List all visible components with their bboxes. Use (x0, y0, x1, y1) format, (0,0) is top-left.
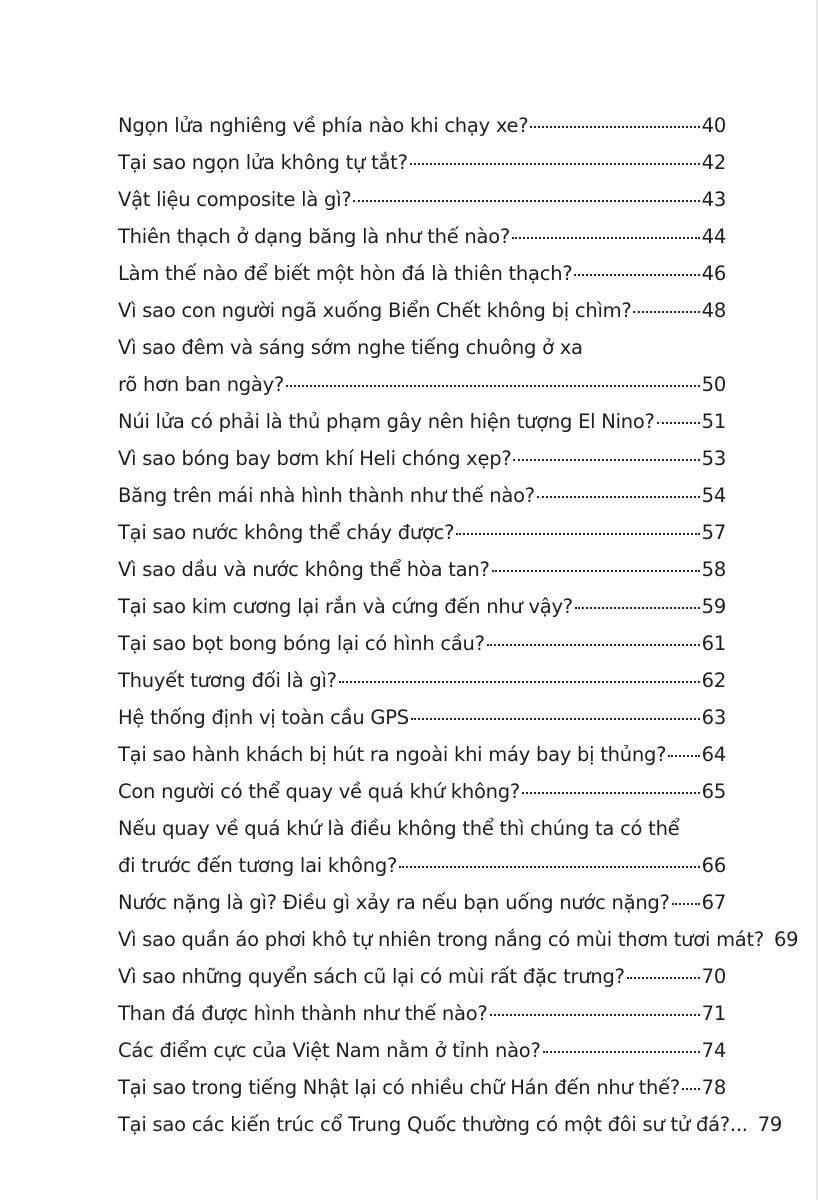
toc-page-number: 53 (701, 447, 726, 470)
dot-leader (537, 495, 700, 498)
toc-entry-title: Làm thế nào để biết một hòn đá là thiên thạch? (118, 262, 573, 285)
toc-page-number: 65 (701, 780, 726, 803)
toc-page-number: 71 (701, 1002, 726, 1025)
toc-entry (118, 958, 726, 995)
toc-entry-title: Tại sao ngọn lửa không tự tắt? (118, 151, 408, 174)
toc-entry (118, 773, 726, 810)
toc-entry-title: Vì sao bóng bay bơm khí Heli chóng xẹp? (118, 447, 512, 470)
toc-page-number: 74 (701, 1039, 726, 1062)
dot-leader (633, 310, 699, 313)
toc-entry-title: Con người có thể quay về quá khứ không? (118, 780, 520, 803)
toc-entry-title: Tại sao hành khách bị hút ra ngoài khi máy bay bị thủng? (118, 743, 667, 766)
dot-leader (513, 458, 699, 461)
toc-page-number: 59 (701, 595, 726, 618)
dot-leader (543, 1050, 700, 1053)
toc-page-number: 70 (701, 965, 726, 988)
dot-leader (668, 754, 699, 757)
dot-leader (411, 717, 700, 720)
dot-leader (574, 273, 699, 276)
toc-page-number: 61 (701, 632, 726, 655)
toc-page-number: 63 (701, 706, 726, 729)
toc-entry-title: Nước nặng là gì? Điều gì xảy ra nếu bạn uống nước nặng? (118, 891, 670, 914)
toc-entry-title: Tại sao kim cương lại rắn và cứng đến như vậy? (118, 595, 573, 618)
toc-entry-title: Các điểm cực của Việt Nam nằm ở tỉnh nào? (118, 1039, 541, 1062)
dot-leader (522, 791, 700, 794)
table-of-contents (118, 107, 799, 1143)
toc-entry (118, 329, 726, 403)
toc-entry-title: Thuyết tương đối là gì? (118, 669, 337, 692)
toc-entry (118, 218, 726, 255)
toc-page-number: 44 (701, 225, 726, 248)
toc-entry (118, 1106, 783, 1143)
toc-entry-title: Ngọn lửa nghiêng về phía nào khi chạy xe? (118, 114, 529, 137)
toc-entry (118, 403, 726, 440)
toc-entry-title: Thiên thạch ở dạng băng là như thế nào? (118, 225, 511, 248)
toc-entry-title: Tại sao nước không thể cháy được? (118, 521, 455, 544)
toc-entry-title: Vì sao con người ngã xuống Biển Chết không bị chìm? (118, 299, 632, 322)
dot-leader (490, 1013, 700, 1016)
toc-entry (118, 107, 726, 144)
toc-entry (118, 144, 726, 181)
toc-entry (118, 440, 726, 477)
toc-page-number: 62 (701, 669, 726, 692)
toc-page-number: 57 (701, 521, 726, 544)
dot-leader (512, 236, 700, 239)
dot-leader (672, 902, 700, 905)
toc-entry-title: Vì sao quần áo phơi khô tự nhiên trong nắng có mùi thơm tươi mát? (118, 928, 765, 951)
dot-leader (627, 976, 700, 979)
dot-leader (575, 606, 700, 609)
toc-entry (118, 662, 726, 699)
toc-page-number: 46 (701, 262, 726, 285)
toc-page-number: 50 (701, 373, 726, 396)
toc-page-number: 58 (701, 558, 726, 581)
toc-entry-title: rõ hơn ban ngày? (118, 373, 285, 396)
dot-leader (410, 162, 700, 165)
toc-entry-title: Băng trên mái nhà hình thành như thế nào? (118, 484, 535, 507)
toc-entry (118, 1069, 726, 1106)
toc-entry (118, 736, 726, 773)
dot-leader (682, 1087, 700, 1090)
toc-entry-title: đi trước đến tương lai không? (118, 854, 398, 877)
toc-entry-title: Tại sao bọt bong bóng lại có hình cầu? (118, 632, 485, 655)
dot-leader (286, 384, 700, 387)
toc-page-number: 66 (701, 854, 726, 877)
dot-leader (657, 421, 700, 424)
toc-entry (118, 921, 799, 958)
toc-entry (118, 514, 726, 551)
toc-page-number: 69 (774, 928, 799, 951)
dot-leader (339, 680, 700, 683)
toc-entry (118, 884, 726, 921)
toc-entry-title: Hệ thống định vị toàn cầu GPS (118, 706, 409, 729)
toc-entry-title: Tại sao trong tiếng Nhật lại có nhiều chữ Hán đến như thế? (118, 1076, 680, 1099)
dot-leader (492, 569, 700, 572)
dot-leader (353, 199, 699, 202)
toc-entry (118, 477, 726, 514)
toc-entry (118, 995, 726, 1032)
toc-page-number: 79 (757, 1113, 783, 1136)
toc-page-number: 67 (701, 891, 726, 914)
toc-entry-title-line: Nếu quay về quá khứ là điều không thể thì chúng ta có thể (118, 817, 680, 840)
dot-leader (456, 532, 699, 535)
toc-entry (118, 588, 726, 625)
toc-entry-title: Núi lửa có phải là thủ phạm gây nên hiện tượng El Nino? (118, 410, 655, 433)
toc-entry (118, 699, 726, 736)
toc-entry-title: Vật liệu composite là gì? (118, 188, 352, 211)
toc-page-number: 42 (701, 151, 726, 174)
toc-entry (118, 625, 726, 662)
toc-entry (118, 292, 726, 329)
dot-leader (487, 643, 700, 646)
toc-page-number: 48 (701, 299, 726, 322)
toc-page-number: 43 (701, 188, 726, 211)
toc-entry-title: Than đá được hình thành như thế nào? (118, 1002, 488, 1025)
toc-entry-title: Vì sao dầu và nước không thể hòa tan? (118, 558, 490, 581)
toc-page-number: 51 (701, 410, 726, 433)
toc-entry-title-line: Vì sao đêm và sáng sớm nghe tiếng chuông ở xa (118, 336, 583, 359)
toc-page-number: 78 (701, 1076, 726, 1099)
toc-page-number: 64 (701, 743, 726, 766)
toc-entry (118, 551, 726, 588)
toc-entry (118, 810, 726, 884)
toc-entry (118, 255, 726, 292)
toc-entry (118, 1032, 726, 1069)
toc-page-number: 40 (701, 114, 726, 137)
toc-entry-title: Tại sao các kiến trúc cổ Trung Quốc thường có một đôi sư tử đá?... (118, 1113, 748, 1136)
dot-leader (399, 865, 700, 868)
toc-entry (118, 181, 726, 218)
dot-leader (530, 125, 699, 128)
toc-entry-title: Vì sao những quyển sách cũ lại có mùi rất đặc trưng? (118, 965, 625, 988)
toc-page-number: 54 (701, 484, 726, 507)
